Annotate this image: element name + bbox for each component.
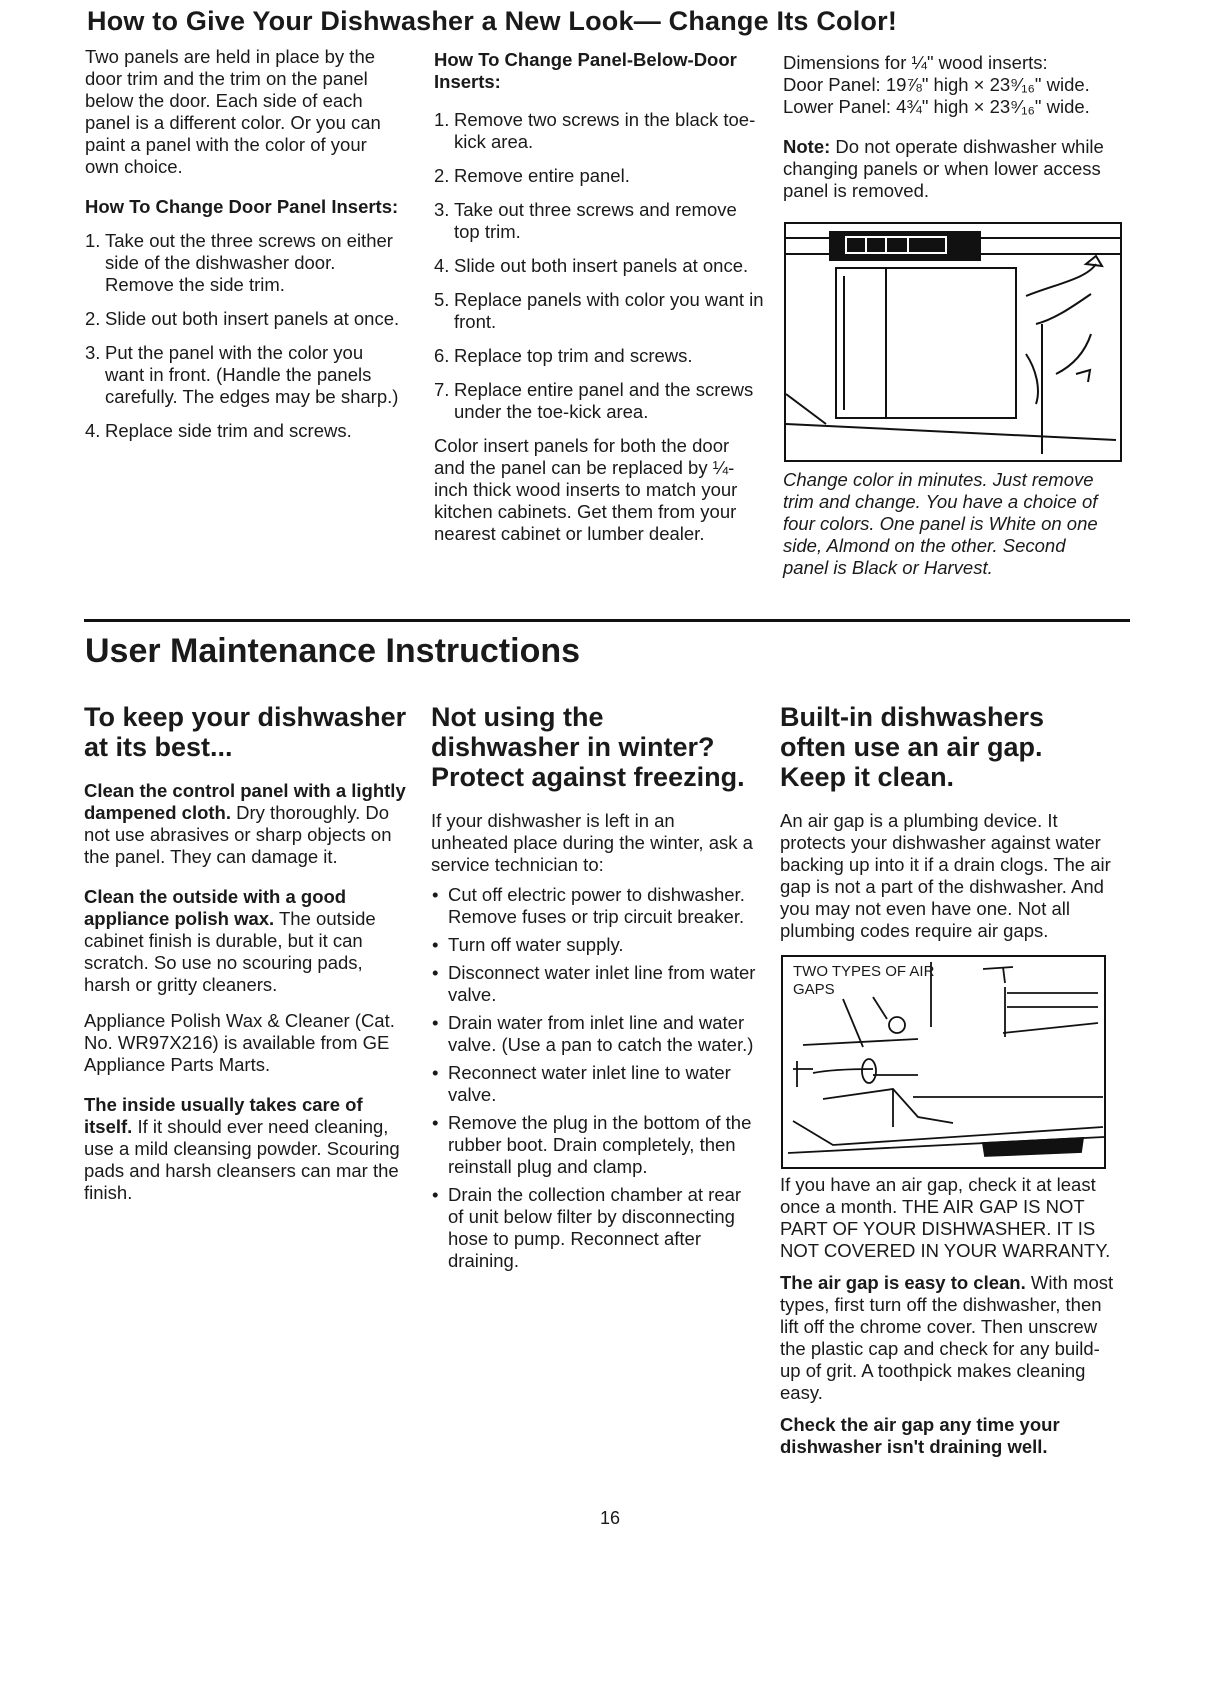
list-item: • Cut off electric power to dishwasher. Remove fuses or trip circuit breaker. <box>431 884 756 928</box>
page-number: 16 <box>599 1508 621 1528</box>
list-item: 7. Replace entire panel and the screws under the toe-kick area. <box>434 379 754 422</box>
door-panel-heading: How To Change Door Panel Inserts: <box>85 196 399 217</box>
below-door-steps <box>434 109 764 423</box>
air-gap-illustration <box>781 955 1106 1169</box>
dishwasher-illustration <box>784 222 1122 462</box>
list-item: • Drain the collection chamber at rear of unit below filter by disconnecting hose to pump. Reconnect after draining. <box>431 1184 756 1272</box>
list-item: 3. Put the panel with the color you want in front. (Handle the panels carefully. The edges may be sharp.) <box>85 342 399 407</box>
air-gap-heading: Built-in dishwashers often use an air gap. Keep it clean. <box>780 702 1045 792</box>
figure-label: TWO TYPES OF AIR GAPS <box>793 963 935 998</box>
winter-heading: Not using the dishwasher in winter? Protect against freezing. <box>431 702 745 792</box>
maintenance-column-3 <box>780 702 1115 954</box>
inside-paragraph: The inside usually takes care of itself. If it should ever need cleaning, use a mild cleansing powder. Scouring pads and harsh cleansers can mar the finish. <box>84 1094 400 1203</box>
list-item: • Reconnect water inlet line to water valve. <box>431 1062 756 1106</box>
list-item: 1. Take out the three screws on either side of the dishwasher door. Remove the side trim. <box>85 230 393 295</box>
color-intro: Two panels are held in place by the door trim and the trim on the panel below the door. Each side of each panel is a different color. Or you can paint a panel with the color of your own choice. <box>85 46 381 177</box>
list-item: 2. Slide out both insert panels at once. <box>85 308 400 329</box>
air-gap-intro: An air gap is a plumbing device. It protects your dishwasher against water backing up into it if a drain clogs. The air gap is not a part of the dishwasher. And you may not even have one. Not all plumbing codes require air gaps. <box>780 810 1111 941</box>
outside-paragraph: Clean the outside with a good appliance polish wax. The outside cabinet finish is durable, but it can scratch. So use no scouring pads, harsh or gritty cleaners. <box>84 886 376 995</box>
air-gap-check: If you have an air gap, check it at least once a month. THE AIR GAP IS NOT PART OF YOUR DISHWASHER. IT IS NOT COVERED IN YOUR WARRANTY. <box>780 1174 1111 1261</box>
maintenance-column-2 <box>431 702 756 1278</box>
color-column-2 <box>434 49 764 557</box>
polish-wax-paragraph: Appliance Polish Wax & Cleaner (Cat. No. WR97X216) is available from GE Appliance Parts Marts. <box>84 1010 395 1075</box>
list-item: 4. Replace side trim and screws. <box>85 420 352 441</box>
list-item: 4. Slide out both insert panels at once. <box>434 255 749 276</box>
list-item: • Disconnect water inlet line from water valve. <box>431 962 756 1006</box>
list-item: 1. Remove two screws in the black toe-kick area. <box>434 109 756 152</box>
list-item: • Drain water from inlet line and water valve. (Use a pan to catch the water.) <box>431 1012 756 1056</box>
maintenance-column-3-continued <box>780 1174 1115 1470</box>
list-item: • Turn off water supply. <box>431 934 756 956</box>
air-gap-clean: The air gap is easy to clean. With most types, first turn off the dishwasher, then lift off the chrome cover. Then unscrew the plastic cap and check for any build-up of grit. A toothpick makes cleaning easy. <box>780 1272 1114 1403</box>
color-column-1 <box>85 46 405 454</box>
list-item: 2. Remove entire panel. <box>434 165 630 186</box>
color-column-3 <box>783 52 1123 214</box>
winter-steps <box>431 884 756 1272</box>
figure-caption: Change color in minutes. Just remove trim and change. You have a choice of four colors. One panel is White on one side, Almond on the other. Second panel is Black or Harvest. <box>783 469 1098 578</box>
control-panel-paragraph: Clean the control panel with a lightly dampened cloth. Dry thoroughly. Do not use abrasives or sharp objects on the panel. They can damage it. <box>84 780 406 867</box>
winter-intro: If your dishwasher is left in an unheated place during the winter, ask a service technician to: <box>431 810 753 875</box>
list-item: 5. Replace panels with color you want in front. <box>434 289 764 332</box>
door-panel-steps <box>85 230 405 442</box>
air-gap-final: Check the air gap any time your dishwasher isn't draining well. <box>780 1414 1060 1457</box>
wood-insert-note: Color insert panels for both the door and the panel can be replaced by ¼-inch thick wood inserts to match your kitchen cabinets. Get them from your nearest cabinet or lumber dealer. <box>434 435 738 544</box>
list-item: 3. Take out three screws and remove top trim. <box>434 199 737 242</box>
below-door-heading: How To Change Panel-Below-Door Inserts: <box>434 49 737 92</box>
section-divider <box>84 619 1130 622</box>
dimension-line: Lower Panel: 4¾" high × 23⁹⁄₁₆" wide. <box>783 96 1090 117</box>
maintenance-column-1 <box>84 702 414 1216</box>
color-section-title: How to Give Your Dishwasher a New Look— Change Its Color! <box>87 6 898 36</box>
dimension-line: Dimensions for ¼" wood inserts: <box>783 52 1048 73</box>
keep-best-heading: To keep your dishwasher at its best... <box>84 702 407 762</box>
safety-note: Note: Do not operate dishwasher while changing panels or when lower access panel is removed. <box>783 136 1104 201</box>
list-item: • Remove the plug in the bottom of the rubber boot. Drain completely, then reinstall plug and clamp. <box>431 1112 756 1178</box>
dimension-line: Door Panel: 19⅞" high × 23⁹⁄₁₆" wide. <box>783 74 1090 95</box>
list-item: 6. Replace top trim and screws. <box>434 345 693 366</box>
maintenance-title: User Maintenance Instructions <box>85 632 581 670</box>
